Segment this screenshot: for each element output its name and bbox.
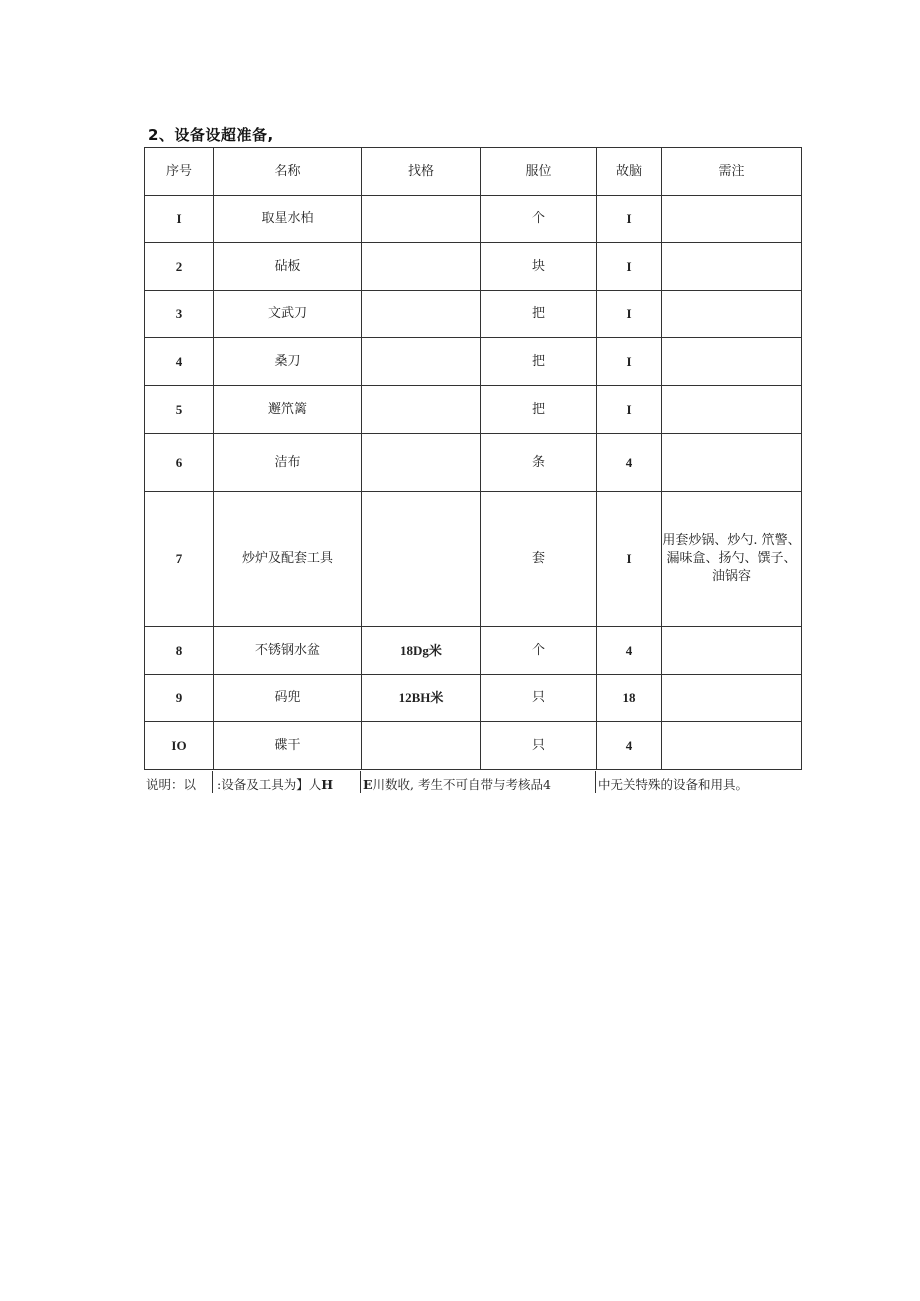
item-spec [362, 434, 481, 492]
table-row [145, 291, 802, 338]
row-number: 4 [145, 338, 214, 386]
row-number: 2 [145, 243, 214, 291]
item-spec: 12BH米 [362, 675, 481, 722]
item-note [662, 291, 802, 338]
item-name: 砧板 [214, 243, 362, 291]
item-qty: 18 [597, 675, 662, 722]
header-cell-note: 需注 [662, 148, 802, 196]
item-note [662, 243, 802, 291]
header-cell-unit: 服位 [481, 148, 597, 196]
footer-text-1: 说明：以 [146, 777, 197, 792]
row-number: 3 [145, 291, 214, 338]
table-row [145, 722, 802, 770]
footer-divider [595, 771, 596, 793]
item-unit: 条 [481, 434, 597, 492]
item-note [662, 196, 802, 243]
item-unit: 把 [481, 291, 597, 338]
item-note [662, 386, 802, 434]
table-header-row [145, 148, 802, 196]
item-unit: 个 [481, 627, 597, 675]
row-number: 8 [145, 627, 214, 675]
row-number: 7 [145, 492, 214, 627]
table-row [145, 243, 802, 291]
footer-divider [212, 771, 213, 793]
row-number: I [145, 196, 214, 243]
item-name: 碟干 [214, 722, 362, 770]
item-spec [362, 291, 481, 338]
item-spec [362, 492, 481, 627]
item-unit: 套 [481, 492, 597, 627]
footer-text-3-bold: E [363, 777, 373, 792]
row-number: 6 [145, 434, 214, 492]
header-cell-spec: 找格 [362, 148, 481, 196]
footer-text-3-main: 川数收, 考生不可自带与考核品4 [372, 777, 551, 792]
item-note [662, 675, 802, 722]
item-note [662, 434, 802, 492]
equipment-table [144, 147, 802, 770]
item-qty: I [597, 386, 662, 434]
item-spec [362, 196, 481, 243]
item-name: 不锈钢水盆 [214, 627, 362, 675]
footer-text-2-main: :设备及工具为】人 [217, 777, 322, 792]
item-spec [362, 338, 481, 386]
footer-note [144, 775, 801, 795]
item-note [662, 338, 802, 386]
item-spec [362, 386, 481, 434]
item-spec [362, 722, 481, 770]
table-row [145, 386, 802, 434]
item-name: 取星水柏 [214, 196, 362, 243]
row-number: IO [145, 722, 214, 770]
item-unit: 只 [481, 675, 597, 722]
item-qty: 4 [597, 434, 662, 492]
item-qty: 4 [597, 627, 662, 675]
item-name: 文武刀 [214, 291, 362, 338]
item-unit: 把 [481, 386, 597, 434]
item-qty: I [597, 492, 662, 627]
header-cell-name: 名称 [214, 148, 362, 196]
header-cell-no: 序号 [145, 148, 214, 196]
item-name: 洁布 [214, 434, 362, 492]
item-unit: 只 [481, 722, 597, 770]
footer-text-2 [217, 775, 333, 793]
item-qty: 4 [597, 722, 662, 770]
item-note: 用套炒锅、炒勺. 笊警、漏味盒、扬勺、馔子、油锅容 [662, 492, 802, 627]
row-number: 9 [145, 675, 214, 722]
header-cell-qty: 故脑 [597, 148, 662, 196]
section-title: 2、设备设超准备, [148, 126, 274, 144]
item-qty: I [597, 291, 662, 338]
table-row [145, 675, 802, 722]
item-qty: I [597, 196, 662, 243]
item-unit: 块 [481, 243, 597, 291]
item-qty: I [597, 243, 662, 291]
table-row [145, 492, 802, 627]
footer-text-4: 中无关特殊的设备和用具。 [598, 777, 749, 792]
footer-divider [360, 771, 361, 793]
item-name: 码兜 [214, 675, 362, 722]
item-qty: I [597, 338, 662, 386]
table-row [145, 434, 802, 492]
item-spec [362, 243, 481, 291]
item-name: 桑刀 [214, 338, 362, 386]
item-unit: 把 [481, 338, 597, 386]
row-number: 5 [145, 386, 214, 434]
table-row [145, 196, 802, 243]
footer-text-2-bold: H [321, 777, 334, 792]
table-row [145, 338, 802, 386]
item-unit: 个 [481, 196, 597, 243]
item-name: 邂笊篱 [214, 386, 362, 434]
item-spec: 18Dg米 [362, 627, 481, 675]
item-name: 炒炉及配套工具 [214, 492, 362, 627]
item-note [662, 627, 802, 675]
table-row [145, 627, 802, 675]
item-note [662, 722, 802, 770]
footer-text-3 [363, 775, 551, 793]
